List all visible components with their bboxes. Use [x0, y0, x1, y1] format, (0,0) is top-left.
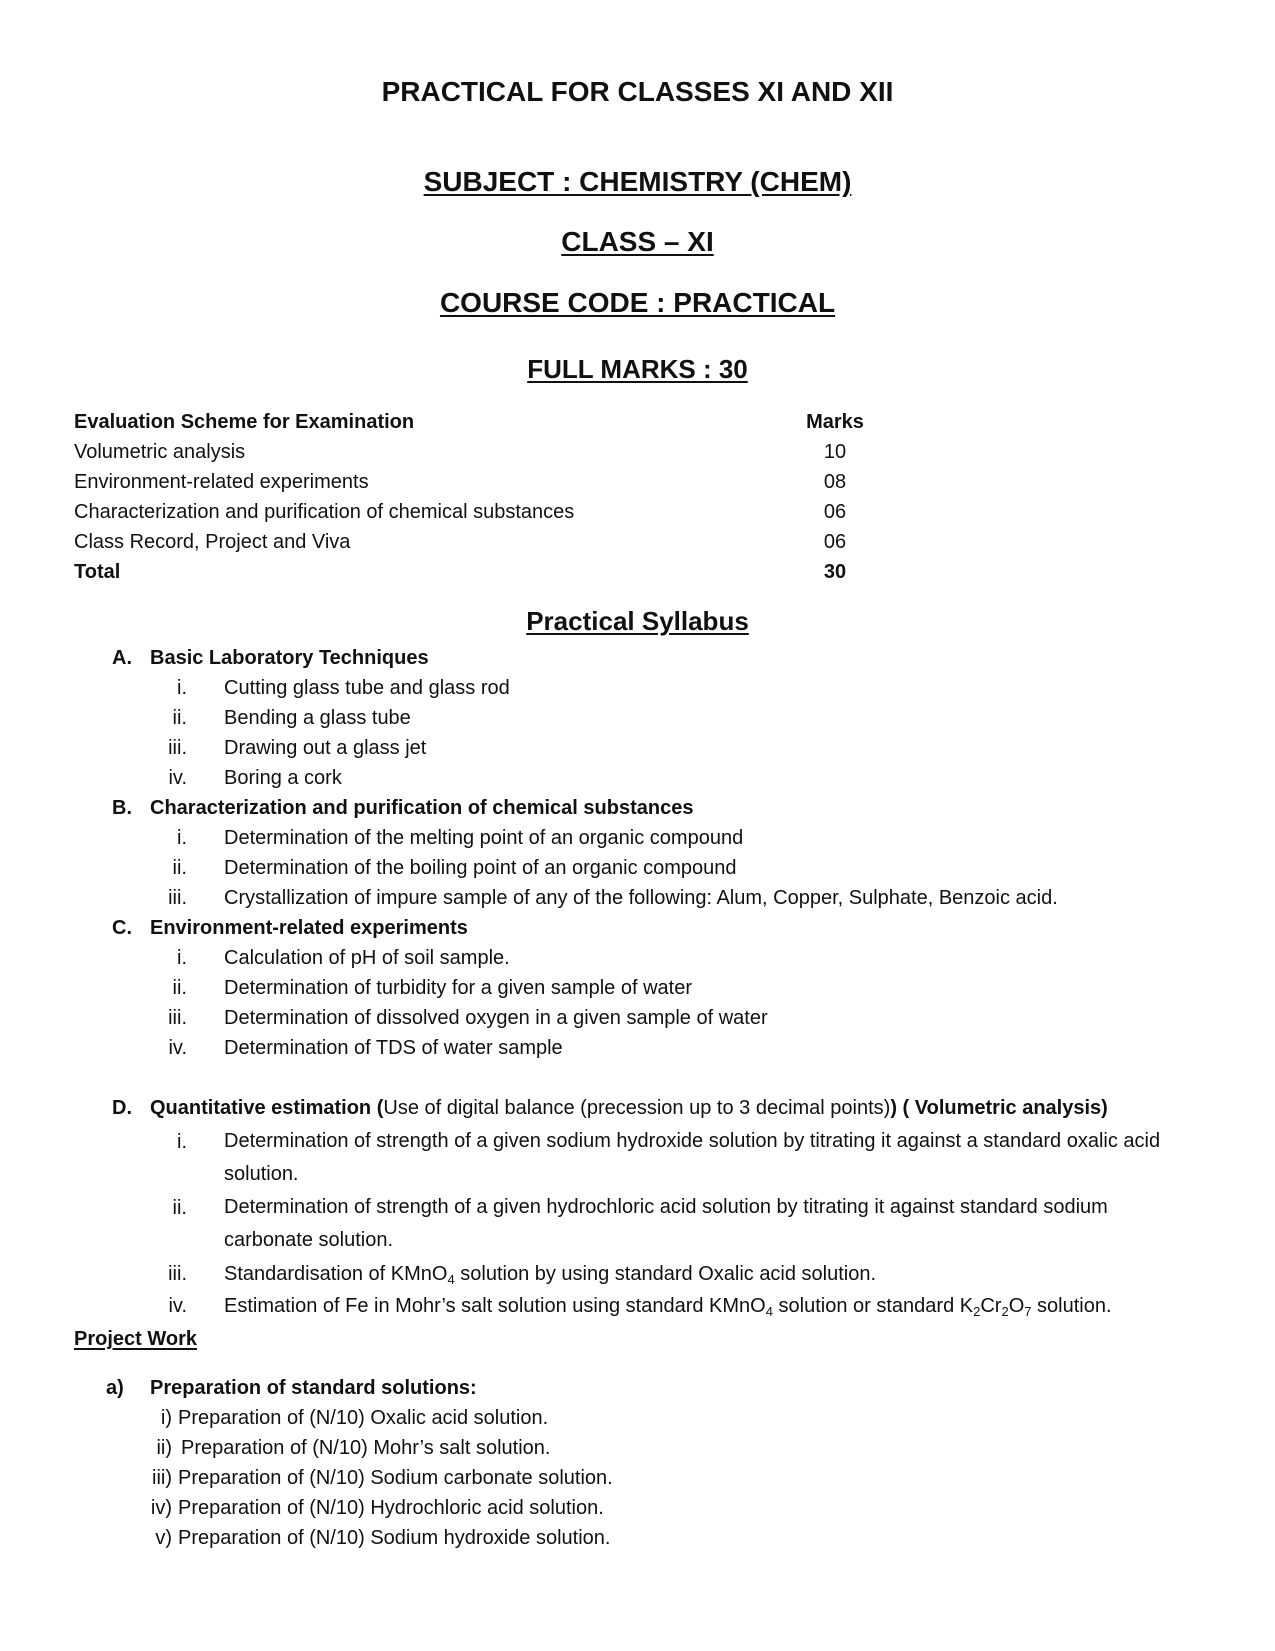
full-marks-text: FULL MARKS : 30: [527, 354, 748, 384]
item-number: iii.: [168, 1263, 187, 1285]
project-item: Preparation of (N/10) Mohr’s salt solution.: [181, 1437, 551, 1459]
eval-header-marks: Marks: [806, 411, 864, 433]
project-item-number: iv): [150, 1497, 172, 1519]
syllabus-item: Determination of turbidity for a given sample of water: [224, 977, 692, 999]
project-subtitle: Preparation of standard solutions:: [150, 1377, 477, 1399]
subscript: 4: [447, 1272, 455, 1287]
project-letter: a): [106, 1377, 124, 1399]
class-text: CLASS – XI: [561, 226, 714, 257]
section-title-end: ) ( Volumetric analysis): [890, 1097, 1108, 1119]
syllabus-item: Determination of dissolved oxygen in a given sample of water: [224, 1007, 768, 1029]
item-text-part: solution by using standard Oxalic acid solution.: [454, 1263, 877, 1285]
project-item-number: v): [155, 1527, 172, 1549]
section-title: [150, 1096, 1108, 1120]
section-letter: B.: [112, 797, 132, 819]
project-item-number: ii): [156, 1437, 172, 1459]
section-title-note: Use of digital balance (precession up to 3 decimal points): [383, 1097, 891, 1119]
subject-heading: [0, 166, 1275, 198]
section-title: Characterization and purification of chemical substances: [150, 797, 694, 819]
syllabus-item: Drawing out a glass jet: [224, 737, 427, 759]
subscript: 2: [1001, 1304, 1009, 1319]
item-number: i.: [177, 1131, 187, 1153]
subscript: 7: [1024, 1304, 1032, 1319]
eval-row-marks: 06: [823, 531, 847, 553]
syllabus-item: Determination of strength of a given sodium hydroxide solution by titrating it against a standard oxalic acid solution.: [224, 1130, 1161, 1185]
syllabus-heading: [0, 606, 1275, 637]
eval-total-marks: 30: [823, 561, 847, 583]
item-number: iv.: [168, 1295, 187, 1317]
item-text-part: solution.: [1031, 1295, 1112, 1317]
item-text-part: solution or standard K: [772, 1295, 974, 1317]
subject-text: SUBJECT : CHEMISTRY (CHEM): [423, 166, 852, 197]
section-letter: A.: [112, 647, 132, 669]
project-item: Preparation of (N/10) Sodium carbonate solution.: [178, 1467, 613, 1489]
syllabus-item: Determination of strength of a given hydrochloric acid solution by titrating it against standard sodium carbonate solution.: [224, 1196, 1108, 1251]
subscript: 4: [765, 1304, 773, 1319]
project-work-title: Project Work: [74, 1328, 197, 1350]
course-code-heading: [0, 287, 1275, 319]
item-text-part: O: [1008, 1295, 1025, 1317]
project-item: Preparation of (N/10) Oxalic acid solution.: [178, 1407, 549, 1429]
syllabus-item: Determination of TDS of water sample: [224, 1037, 563, 1059]
syllabus-item: Boring a cork: [224, 767, 342, 789]
syllabus-item: Bending a glass tube: [224, 707, 411, 729]
syllabus-item: Crystallization of impure sample of any of the following: Alum, Copper, Sulphate, Benzoic acid.: [224, 887, 1058, 909]
syllabus-item: [224, 1262, 876, 1286]
item-text-part: Estimation of Fe in Mohr’s salt solution using standard KMnO: [224, 1295, 766, 1317]
syllabus-title-text: Practical Syllabus: [526, 606, 749, 636]
item-number: iv.: [168, 767, 187, 789]
full-marks-heading: [0, 354, 1275, 385]
syllabus-item: Cutting glass tube and glass rod: [224, 677, 510, 699]
eval-row-label: Volumetric analysis: [74, 441, 246, 463]
item-text-part: Standardisation of KMnO: [224, 1263, 448, 1285]
section-title-bold: Quantitative estimation (: [150, 1097, 384, 1119]
eval-total-label: Total: [74, 561, 121, 583]
section-letter: D.: [112, 1097, 132, 1119]
section-title: Environment-related experiments: [150, 917, 468, 939]
item-number: ii.: [172, 857, 187, 879]
item-number: ii.: [172, 977, 187, 999]
syllabus-item: Determination of the boiling point of an organic compound: [224, 857, 737, 879]
item-number: iii.: [168, 737, 187, 759]
syllabus-item: Determination of the melting point of an organic compound: [224, 827, 744, 849]
eval-row-label: Characterization and purification of chemical substances: [74, 501, 575, 523]
eval-row-label: Environment-related experiments: [74, 471, 369, 493]
item-number: i.: [177, 677, 187, 699]
item-text-part: Cr: [980, 1295, 1002, 1317]
eval-row-label: Class Record, Project and Viva: [74, 531, 351, 553]
item-number: ii.: [172, 707, 187, 729]
section-title: Basic Laboratory Techniques: [150, 647, 429, 669]
eval-header-label: Evaluation Scheme for Examination: [74, 411, 415, 433]
eval-row-marks: 10: [823, 441, 847, 463]
project-item-number: i): [160, 1407, 172, 1429]
item-number: iii.: [168, 1007, 187, 1029]
project-item: Preparation of (N/10) Hydrochloric acid solution.: [178, 1497, 604, 1519]
subscript: 2: [973, 1304, 981, 1319]
item-number: iii.: [168, 887, 187, 909]
item-number: iv.: [168, 1037, 187, 1059]
class-heading: [0, 226, 1275, 258]
section-letter: C.: [112, 917, 132, 939]
eval-row-marks: 06: [823, 501, 847, 523]
syllabus-item: [224, 1294, 1112, 1318]
project-item-number: iii): [152, 1467, 172, 1489]
main-title: PRACTICAL FOR CLASSES XI AND XII: [381, 76, 894, 107]
item-number: ii.: [172, 1197, 187, 1219]
project-item: Preparation of (N/10) Sodium hydroxide solution.: [178, 1527, 611, 1549]
syllabus-item: Calculation of pH of soil sample.: [224, 947, 510, 969]
eval-row-marks: 08: [823, 471, 847, 493]
item-number: i.: [177, 947, 187, 969]
item-number: i.: [177, 827, 187, 849]
course-code-text: COURSE CODE : PRACTICAL: [439, 287, 836, 318]
